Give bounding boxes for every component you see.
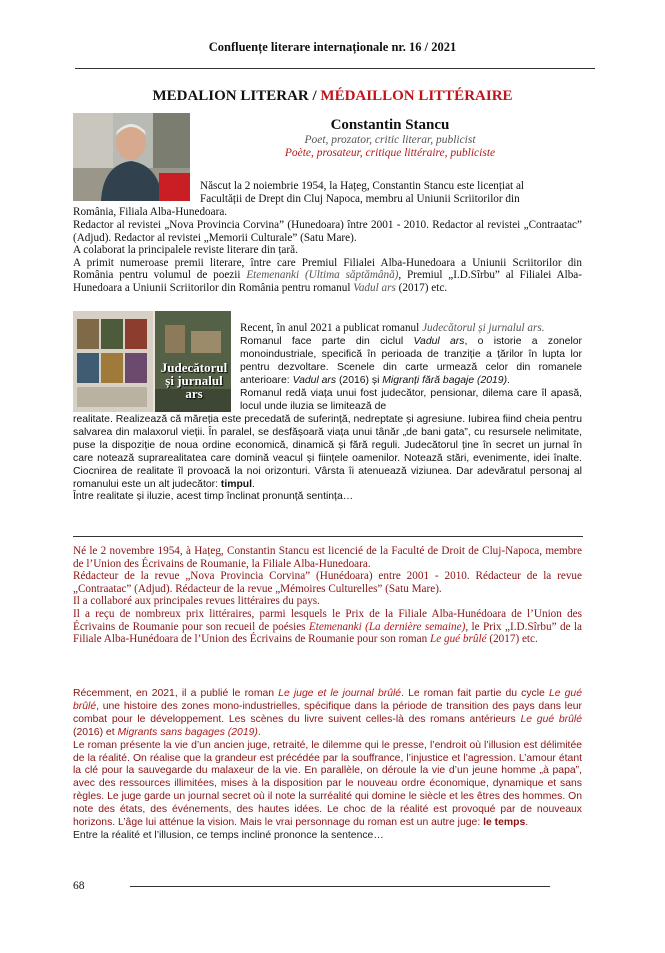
footer-rule bbox=[130, 886, 550, 887]
fr-awards-book: Etemenanki (La dernière semaine) bbox=[308, 620, 466, 633]
fr-awards-a: Il a reçu de nombreux prix littéraires, parmi lesquels le Prix de la Filiale Alba-Hunédoara de l’Union des Écrivains de Roumanie pour son recueil de poésies bbox=[73, 607, 582, 633]
page-number: 68 bbox=[73, 880, 85, 892]
ro-cycle-e: (2016) și bbox=[336, 374, 383, 386]
book-cover-image bbox=[73, 311, 231, 412]
fr-novel-time: le temps bbox=[483, 817, 526, 829]
fr-intro-a: Récemment, en 2021, il a publié le roman bbox=[73, 688, 279, 699]
ro-cycle-f: Migranți fără bagaje (2019) bbox=[382, 374, 508, 386]
author-photo-image bbox=[73, 113, 190, 201]
fr-bio bbox=[73, 545, 582, 646]
author-photo bbox=[73, 113, 190, 201]
ro-cycle-a: Romanul face parte din ciclul bbox=[240, 336, 414, 347]
author-roles-fr: Poète, prosateur, critique littéraire, publiciste bbox=[284, 147, 496, 159]
fr-bio-collab: Il a collaboré aux principales revues littéraires du pays. bbox=[73, 595, 320, 608]
fr-intro-e: , une histoire des zones mono-industrielles, spécifique dans la période de transition des pays dans leur combat pour le développement. Les scènes du livre suivent celles-là des romans antérieurs bbox=[73, 700, 582, 725]
ro-novel-title: Judecătorul și jurnalul ars. bbox=[422, 322, 545, 334]
fr-novel-body bbox=[73, 740, 582, 830]
ro-cycle-g: . bbox=[507, 374, 510, 386]
fr-bio-awards bbox=[73, 608, 582, 646]
ro-bio-editor bbox=[73, 219, 582, 295]
book-cover-title-2: și jurnalul ars bbox=[165, 373, 223, 401]
ro-awards-book: Etemenanki (Ultima săptămână) bbox=[246, 269, 399, 282]
header-rule bbox=[75, 68, 595, 69]
fr-intro-h: Migrants sans bagages (2019) bbox=[117, 726, 258, 738]
book-cover-title-1: Judecătorul bbox=[160, 360, 228, 375]
fr-bio-editor: Rédacteur de la revue „Nova Provincia Corvina” (Hunédoara) entre 2001 - 2010. Rédacteur de la revue „Contraatac” (Adjud). Rédacteur de la revue „Mémoires Culturelles” (Satu Mare). bbox=[73, 570, 582, 595]
fr-novel bbox=[73, 688, 582, 843]
language-divider bbox=[73, 536, 583, 537]
author-roles-ro: Poet, prozator, critic literar, publicist bbox=[304, 134, 476, 146]
ro-novel-cycle bbox=[240, 336, 582, 413]
journal-header: Confluențe literare internaționale nr. 16 / 2021 bbox=[208, 40, 457, 54]
fr-novel-closing: Entre la réalité et l’illusion, ce temps incliné prononce la sentence… bbox=[73, 829, 384, 841]
fr-novel-period: . bbox=[525, 817, 529, 829]
ro-novel-body-text: realitate. Realizează că măreția este precedată de suferință, nedreptate și agresiune. Iubirea fiind cheia pentru salvarea din malaxorul vieții. În paralel, se desfășoară viața unui tânăr „de bani gata”, cu resursele nelimitate, puse la dispoziție de noua ordine economică, dinamică și fără reguli. Judecătorul ține în secret un jurnal în care notează suprarealitatea care domină veacul și ființele oamenilor. Notează stări, evenimente, idei înalte. Ciocnirea de realitate îl provoacă la noi orizonturi. Vârsta îi atenuează viziunea. Dar adevăratul personaj al romanului este un alt judecător: bbox=[73, 414, 582, 490]
ro-bio-editor-text: Redactor al revistei „Nova Provincia Corvina” (Hunedoara) între 2001 - 2010. Redactor al revistei „Contraatac” (Adjud). Redactor al revistei „Memorii Culturale” (Satu Mare). bbox=[73, 219, 582, 244]
ro-novel-closing: Între realitate și iluzie, acest timp înclinat pronunță sentința… bbox=[73, 491, 354, 503]
ro-awards-a: A primit numeroase premii literare, între care Premiul Filialei Alba-Hunedoara a Uniunii Scriitorilor din România pentru volumul de poezii bbox=[73, 256, 582, 282]
ro-novel-time: timpul bbox=[220, 478, 253, 490]
fr-intro-d: Le gué brûlé bbox=[73, 688, 582, 712]
fr-intro-i: . bbox=[257, 726, 261, 738]
fr-awards-c: , le Prix „I.D.Sîrbu” de la Filiale Alba-Hunédoara de l’Union des Écrivains de Roumanie pour son roman bbox=[73, 620, 582, 646]
ro-bio-line-1: Născut la 2 noiembrie 1954, la Hațeg, Constantin Stancu este licențiat al bbox=[200, 180, 525, 192]
fr-bio-born: Né le 2 novembre 1954, à Hațeg, Constantin Stancu est licencié de la Faculté de Droit de Cluj-Napoca, membre de l’Union des Écrivains de Roumanie, la Filiale Alba-Hunedoara. bbox=[73, 545, 582, 570]
ro-cycle-c: , o istorie a zonelor monoindustriale, specifică în perioada de tranziție a țărilor în lupta lor pentru dezvoltare. Scenele din carte urmează celor din romanele anterioare: bbox=[240, 336, 582, 386]
ro-novel-intro bbox=[240, 322, 582, 335]
ro-bio-collab: A colaborat la principalele reviste literare din țară. bbox=[73, 244, 298, 257]
section-title bbox=[0, 88, 665, 105]
ro-novel-body bbox=[73, 414, 582, 504]
ro-cycle-d: Vadul ars bbox=[292, 374, 337, 386]
ro-awards-novel: Vadul ars bbox=[353, 281, 396, 294]
ro-novel-summary-start: Romanul redă viața unui fost judecător, pensionar, dilema care îl apasă, locul unde iluzia se limitează de bbox=[240, 387, 582, 412]
fr-awards-novel: Le gué brûlé bbox=[429, 633, 487, 646]
fr-novel-body-text: Le roman présente la vie d’un ancien juge, retraité, le dilemme qui le presse, l’endroit où l’illusion est délimitée de la réalité. On réalise que la grandeur est précédée par la souffrance, l’injustice et l’agression. L’amour étant la clé pour la sauvegarde du malaxeur de la vie. En parallèle, on déroule la vie d’un jeune homme „à papa”, avec des ressources illimitées, mises à la disposition par le nouveau ordre économique, dynamique et sans règles. Le juge garde un journal secret où il note la surréalité qui domine le siècle et les êtres des hommes. On note des états, des événements, des hautes idées. Le choc de la réalité est provoqué par de nouveaux horizons. L’âge lui atténue la vision. Mais le vrai personnage du roman est un autre juge: bbox=[73, 739, 582, 829]
ro-awards-c: , Premiul „I.D.Sîrbu” al Filialei Alba-Hunedoara a Uniunii Scriitorilor din România pentru romanul bbox=[73, 269, 582, 294]
section-title-fr: MÉDAILLON LITTÉRAIRE bbox=[320, 88, 513, 104]
ro-bio-line-2: Facultății de Drept din Cluj Napoca, membru al Uniunii Scriitorilor din bbox=[200, 193, 520, 205]
section-title-ro: MEDALION LITERAR / bbox=[152, 88, 317, 104]
ro-bio-line-3: România, Filiala Alba-Hunedoara. bbox=[73, 206, 228, 218]
author-heading bbox=[240, 117, 540, 160]
fr-intro-f: Le gué brûlé bbox=[520, 713, 582, 725]
fr-novel-intro bbox=[73, 688, 582, 740]
fr-awards-e: (2017) etc. bbox=[486, 633, 538, 646]
ro-novel-period: . bbox=[252, 478, 255, 490]
fr-intro-g: (2016) et bbox=[73, 726, 118, 738]
ro-bio-awards bbox=[73, 257, 582, 295]
ro-novel-intro-a: Recent, în anul 2021 a publicat romanul bbox=[240, 322, 423, 334]
ro-awards-e: (2017) etc. bbox=[395, 281, 448, 294]
fr-intro-c: . Le roman fait partie du cycle bbox=[401, 688, 549, 699]
ro-cycle-b: Vadul ars bbox=[413, 336, 465, 347]
fr-novel-title: Le juge et le journal brûlé bbox=[278, 688, 402, 699]
author-name: Constantin Stancu bbox=[330, 117, 450, 133]
book-cover-title bbox=[157, 361, 231, 400]
